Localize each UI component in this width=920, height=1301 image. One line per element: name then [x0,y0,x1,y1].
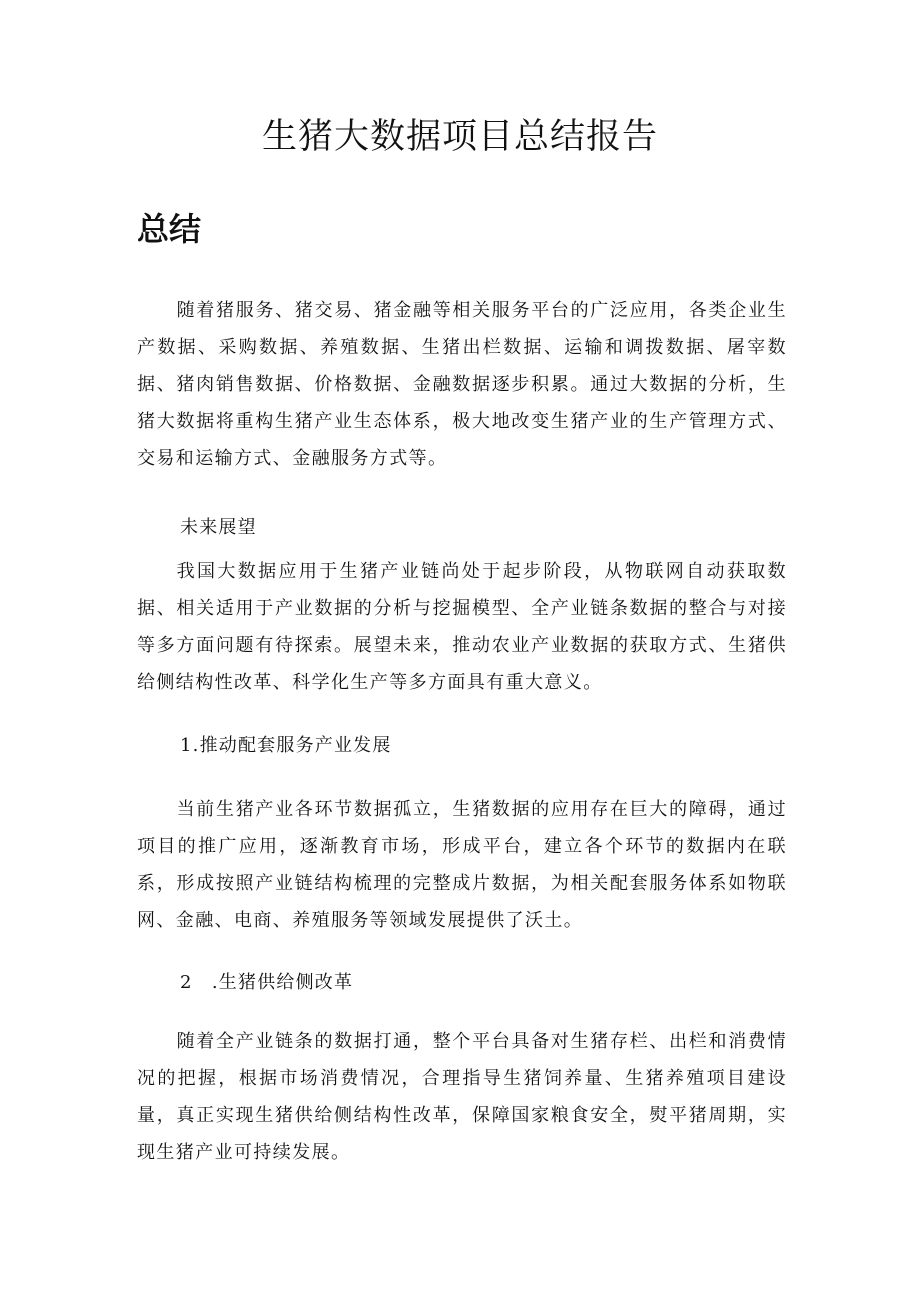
summary-paragraph: 随着猪服务、猪交易、猪金融等相关服务平台的广泛应用，各类企业生产数据、采购数据、养殖数据、生猪出栏数据、运输和调拨数据、屠宰数据、猪肉销售数据、价格数据、金融数据逐步积累。通过大数据的分析，生猪大数据将重构生猪产业生态体系，极大地改变生猪产业的生产管理方式、交易和运输方式、金融服务方式等。 [137,300,787,469]
subheading-supply-side-reform: 2 .生猪供给侧改革 [180,972,354,993]
future-outlook-paragraph: 我国大数据应用于生猪产业链尚处于起步阶段，从物联网自动获取数据、相关适用于产业数据的分析与挖掘模型、全产业链条数据的整合与对接等多方面问题有待探索。展望未来，推动农业产业数据的获取方式、生猪供给侧结构性改革、科学化生产等多方面具有重大意义。 [137,561,787,693]
subheading-future-outlook: 未来展望 [180,517,257,538]
document-title: 生猪大数据项目总结报告 [261,117,658,157]
section-heading-summary: 总结 [137,210,202,248]
supply-side-reform-paragraph: 随着全产业链条的数据打通，整个平台具备对生猪存栏、出栏和消费情况的把握，根据市场消费情况，合理指导生猪饲养量、生猪养殖项目建设量，真正实现生猪供给侧结构性改革，保障国家粮食安全，熨平猪周期，实现生猪产业可持续发展。 [137,1031,787,1163]
supporting-services-paragraph: 当前生猪产业各环节数据孤立，生猪数据的应用存在巨大的障碍，通过项目的推广应用，逐渐教育市场，形成平台，建立各个环节的数据内在联系，形成按照产业链结构梳理的完整成片数据，为相关配套服务体系如物联网、金融、电商、养殖服务等领域发展提供了沃土。 [137,799,787,931]
subheading-supporting-services: 1.推动配套服务产业发展 [180,735,392,756]
